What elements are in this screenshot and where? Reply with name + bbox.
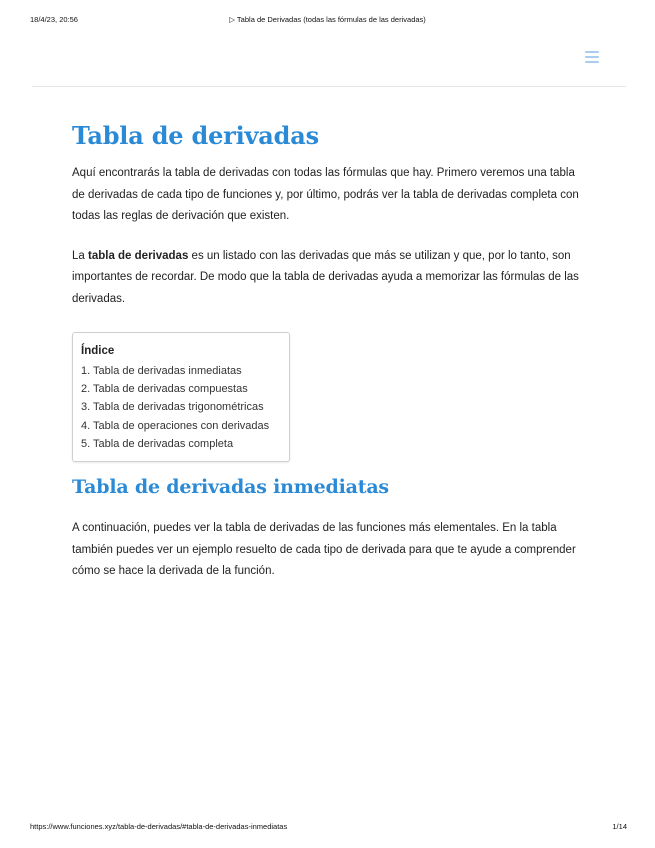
intro-paragraph: Aquí encontrarás la tabla de derivadas con todas las fórmulas que hay. Primero veremos una tabla de derivadas de cada tipo de funciones y, por último, podrás ver la tabla de derivadas completa con todas las reglas de derivación que existen. bbox=[72, 167, 579, 222]
toc-link-completa[interactable]: 5. Tabla de derivadas completa bbox=[81, 437, 234, 450]
toc-item bbox=[81, 398, 281, 416]
definition-post: es un listado con las derivadas que más se utilizan y que, por lo tanto, son importantes de recordar. De modo que la tabla de derivadas ayuda a memorizar las fórmulas de las derivadas. bbox=[72, 249, 579, 305]
section-paragraph: A continuación, puedes ver la tabla de derivadas de las funciones más elementales. En la tabla también puedes ver un ejemplo resuelto de cada tipo de derivada para que te ayude a comprender cómo se hace la derivada de la función. bbox=[72, 522, 576, 578]
page-title: Tabla de derivadas bbox=[72, 121, 319, 150]
page-number: 1/14 bbox=[612, 822, 627, 831]
header-divider bbox=[32, 86, 626, 87]
table-of-contents bbox=[72, 332, 290, 462]
print-page-title: ▷ Tabla de Derivadas (todas las fórmulas de las derivadas) bbox=[229, 15, 426, 24]
print-footer bbox=[30, 822, 627, 834]
section-title: Tabla de derivadas inmediatas bbox=[72, 476, 389, 499]
toc-link-operaciones[interactable]: 4. Tabla de operaciones con derivadas bbox=[81, 419, 270, 432]
toc-link-trigonometricas[interactable]: 3. Tabla de derivadas trigonométricas bbox=[81, 401, 264, 414]
toc-link-inmediatas[interactable]: 1. Tabla de derivadas inmediatas bbox=[81, 365, 242, 377]
hamburger-menu-icon[interactable] bbox=[585, 51, 599, 63]
article-content bbox=[72, 118, 584, 583]
toc-title: Índice bbox=[81, 345, 115, 357]
print-header bbox=[30, 15, 625, 29]
toc-item bbox=[81, 417, 281, 435]
definition-pre: La bbox=[72, 249, 88, 262]
definition-paragraph bbox=[72, 246, 584, 311]
toc-item bbox=[81, 380, 281, 398]
definition-bold: tabla de derivadas bbox=[88, 249, 189, 262]
print-url: https://www.funciones.xyz/tabla-de-derivadas/#tabla-de-derivadas-inmediatas bbox=[30, 822, 288, 831]
toc-item bbox=[81, 362, 281, 380]
print-date: 18/4/23, 20:56 bbox=[30, 15, 78, 24]
toc-item bbox=[81, 435, 281, 453]
toc-link-compuestas[interactable]: 2. Tabla de derivadas compuestas bbox=[81, 383, 248, 396]
toc-list bbox=[81, 362, 281, 453]
